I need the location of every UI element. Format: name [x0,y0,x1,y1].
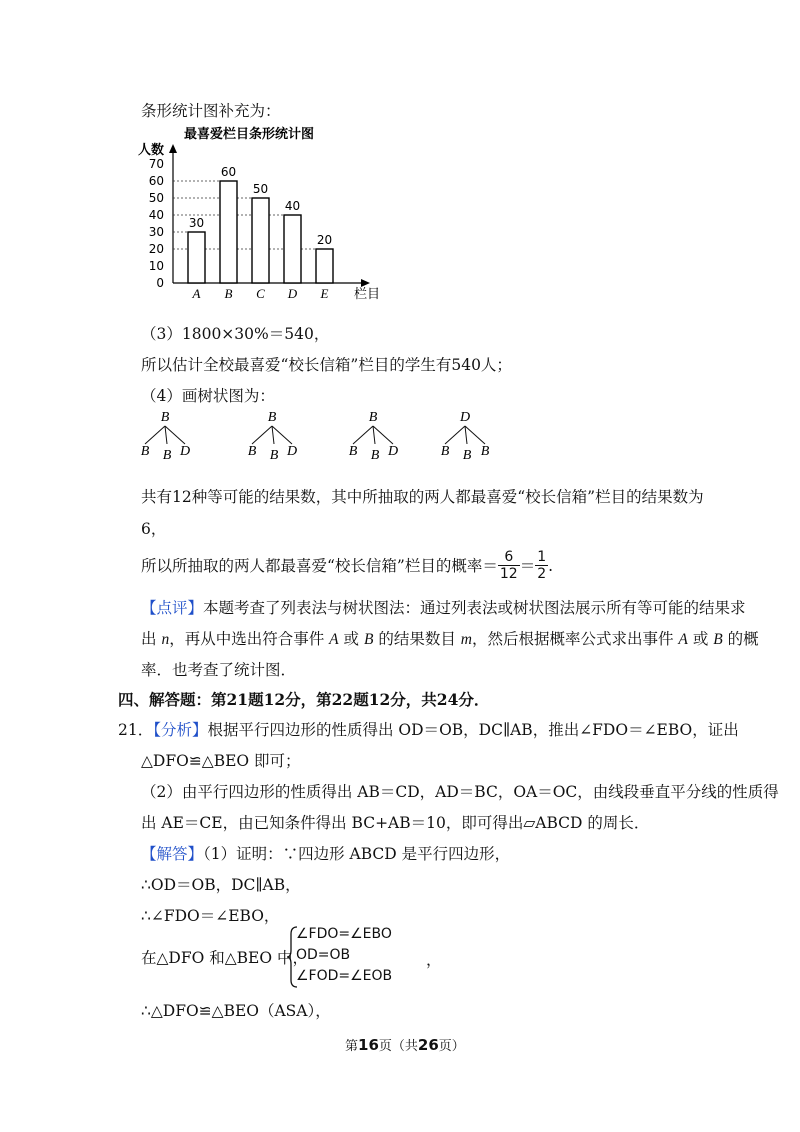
y-tick-label: 40 [148,208,164,222]
x-tick-label: B [224,286,233,301]
footer-middle: 页（共 [378,1039,418,1054]
page-footer [345,1035,465,1054]
bar-C [252,198,269,283]
y-tick-label: 30 [148,225,164,239]
solution-tag: 【解答】 [141,845,204,863]
data-label: 60 [220,165,237,179]
comment-line1 [141,598,746,618]
q21-solution-line3: ∴∠FDO＝∠EBO， [141,907,280,925]
fraction-one-half [535,549,548,582]
tree-leaf: B [370,448,380,463]
tree-leaf: B [162,448,172,463]
tree-branch [252,426,272,444]
tree-branch [373,426,393,444]
part4-label: （4）画树状图为： [141,387,275,405]
comment-tag: 【点评】 [141,599,204,617]
data-label: 50 [252,182,269,196]
system-eq1: ∠FDO=∠EBO [296,926,392,942]
tree-branch [373,426,375,444]
footer-prefix: 第 [345,1039,359,1054]
comment-seg: 或 [687,630,714,648]
var-n: n [161,631,170,648]
data-label: 30 [188,216,205,230]
equals-sign: ＝ [519,556,536,575]
q21-line1 [118,720,739,740]
analysis-text1: 根据平行四边形的性质得出 OD＝OB，DC∥AB，推出∠FDO＝∠EBO，证出 [207,721,739,739]
data-label: 40 [284,199,301,213]
comment-line3: 率．也考查了统计图． [141,661,297,679]
chart-xlabel: 栏目 [354,287,381,302]
y-tick-label: 70 [148,157,164,171]
var-B: B [363,631,374,648]
tree-leaf: B [140,444,150,459]
analysis-tag: 【分析】 [153,721,208,739]
tree-leaf: B [269,448,279,463]
part4-result-line1: 共有12种等可能的结果数，其中所抽取的两人都最喜爱“校长信箱”栏目的结果数为 [141,488,704,506]
frac2-denominator: 2 [537,566,547,582]
x-axis-arrow-icon [361,279,370,287]
system-eq3: ∠FOD=∠EOB [296,968,393,984]
tree-root: B [267,410,277,425]
footer-suffix: 页） [438,1039,465,1054]
bar-B [220,181,237,283]
fraction-six-twelfths [498,549,520,582]
tree-leaf: B [480,444,490,459]
part3-calc: （3）1800×30%＝540， [141,325,330,343]
bar-chart [128,122,398,307]
chart-title: 最喜爱栏目条形统计图 [184,127,315,142]
comment-text1: 本题考查了列表法与树状图法：通过列表法或树状图法展示所有等可能的结果求 [203,599,746,617]
equation-system [286,926,406,988]
frac1-denominator: 12 [499,566,518,582]
chart-ylabel: 人数 [138,143,165,158]
system-suffix: ， [426,951,442,969]
page-number: 16 [358,1036,379,1054]
tree-leaf: D [179,444,191,459]
tree-root: B [368,410,378,425]
section-heading: 四、解答题：第21题12分，第22题12分，共24分． [118,690,490,709]
solution-text1: （1）证明：∵四边形 ABCD 是平行四边形， [203,845,511,863]
q21-solution-line4-prefix: 在△DFO 和△BEO 中， [141,949,308,967]
comment-seg: ，再从中选出符合事件 [169,630,330,648]
tree-branch [165,426,167,444]
bar-A [188,232,205,283]
data-label: 20 [316,233,333,247]
tree-root: D [459,410,471,425]
comment-seg: 的概 [722,630,759,648]
y-axis-arrow-icon [169,144,177,153]
tree-branch [272,426,274,444]
tree-leaf: D [387,444,399,459]
comment-seg: 或 [338,630,364,648]
y-tick-label: 0 [156,276,164,290]
tree-1 [141,410,190,463]
tree-4 [441,410,490,463]
frac2-numerator: 1 [537,549,547,565]
tree-leaf: B [247,444,257,459]
var-A: A [329,631,339,648]
tree-branch [465,426,485,444]
comment-line2 [141,629,759,650]
tree-branch [165,426,185,444]
q21-analysis-line3: （2）由平行四边形的性质得出 AB＝CD，AD＝BC，OA＝OC，由线段垂直平分线的性质得 [141,783,779,801]
intro-line: 条形统计图补充为： [141,102,281,120]
total-pages: 26 [417,1036,439,1054]
tree-diagrams [130,406,530,471]
bar-E [316,249,333,283]
frac1-numerator: 6 [498,549,520,566]
q21-analysis-line2: △DFO≌△BEO 即可； [141,752,301,770]
var-m: m [460,631,472,648]
probability-line [141,549,553,582]
var-A: A [678,631,688,648]
q21-solution-line1 [141,844,510,864]
var-B: B [713,631,723,648]
q21-solution-line2: ∴OD＝OB，DC∥AB， [141,876,301,894]
tree-3 [349,410,398,463]
comment-seg: ，然后根据概率公式求出事件 [471,630,679,648]
y-tick-label: 20 [148,242,164,256]
part4-result-line2: 6， [141,520,167,538]
x-tick-label: A [192,286,201,301]
tree-leaf: B [462,448,472,463]
x-tick-label: E [320,286,329,301]
tree-branch [465,426,467,444]
comment-seg: 出 [141,630,162,648]
tree-branch [272,426,292,444]
y-tick-label: 60 [148,174,164,188]
question-number: 21． [118,721,154,739]
prob-prefix: 所以所抽取的两人都最喜爱“校长信箱”栏目的概率＝ [141,556,498,575]
system-eq2: OD=OB [296,947,351,963]
tree-branch [353,426,373,444]
part3-conclusion: 所以估计全校最喜爱“校长信箱”栏目的学生有540人； [141,356,512,374]
tree-leaf: B [348,444,358,459]
tree-leaf: D [286,444,298,459]
q21-solution-line5: ∴△DFO≌△BEO（ASA）， [141,1002,331,1020]
bar-D [284,215,301,283]
x-tick-label: D [287,286,298,301]
tree-root: B [160,410,170,425]
x-tick-label: C [256,286,265,301]
tree-branch [145,426,165,444]
tree-branch [445,426,465,444]
y-tick-label: 10 [148,259,164,273]
tree-leaf: B [440,444,450,459]
q21-analysis-line4: 出 AE＝CE，由已知条件得出 BC+AB＝10，即可得出▱ABCD 的周长． [141,814,650,832]
comment-seg: 的结果数目 [373,630,461,648]
prob-suffix: . [548,556,554,575]
tree-2 [248,410,297,463]
y-tick-label: 50 [148,191,164,205]
